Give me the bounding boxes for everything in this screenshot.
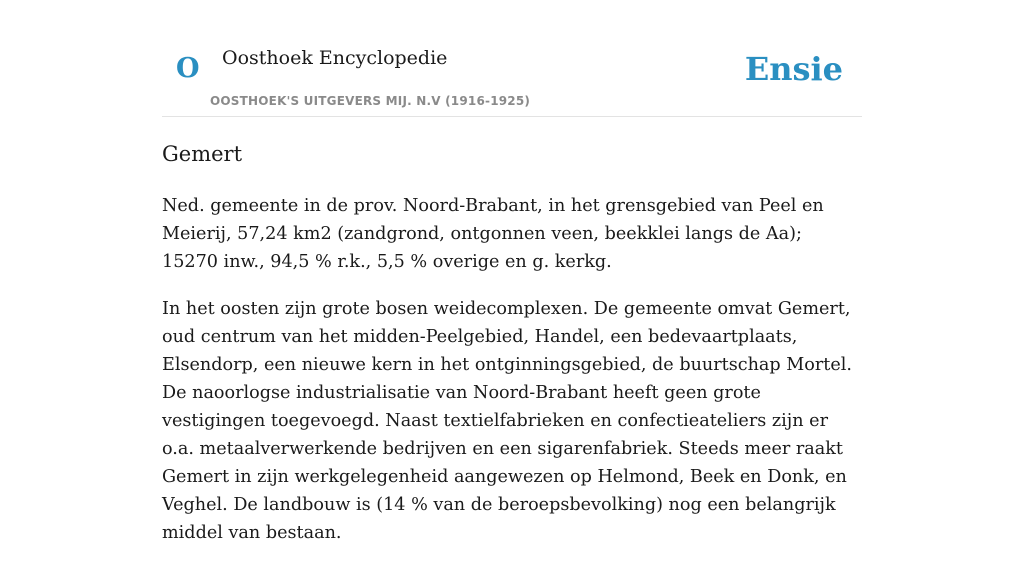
book-logo-letter: O [176, 53, 200, 84]
book-title[interactable]: Oosthoek Encyclopedie [222, 47, 448, 69]
article-paragraph: Ned. gemeente in de prov. Noord-Brabant, in het grensgebied van Peel en Meierij, 57,24 km2 (zandgrond, ontgonnen veen, beekklei langs de Aa); 15270 inw., 94,5 % r.k., 5,5 % overige en g. kerkg. [162, 196, 824, 272]
article-title: Gemert [162, 142, 243, 166]
ensie-logo-link[interactable]: Ensie [744, 50, 843, 88]
article-paragraph: In het oosten zijn grote bosen weidecomplexen. De gemeente omvat Gemert, oud centrum van het midden-Peelgebied, Handel, een bedevaartplaats, Elsendorp, een nieuwe kern in het ontginningsgebied, de buurtschap Mortel. De naoorlogse industrialisatie van Noord-Brabant heeft geen grote vestigingen toegevoegd. Naast textielfabrieken en confectieateliers zijn er o.a. metaalverwerkende bedrijven en een sigarenfabriek. Steeds meer raakt Gemert in zijn werkgelegenheid aangewezen op Helmond, Beek en Donk, en Veghel. De landbouw is (14 % van de beroepsbevolking) nog een belangrijk middel van bestaan. [162, 299, 852, 543]
book-header [162, 0, 862, 117]
article-body [162, 192, 862, 566]
publisher-label: OOSTHOEK'S UITGEVERS MIJ. N.V (1916-1925) [210, 94, 531, 108]
